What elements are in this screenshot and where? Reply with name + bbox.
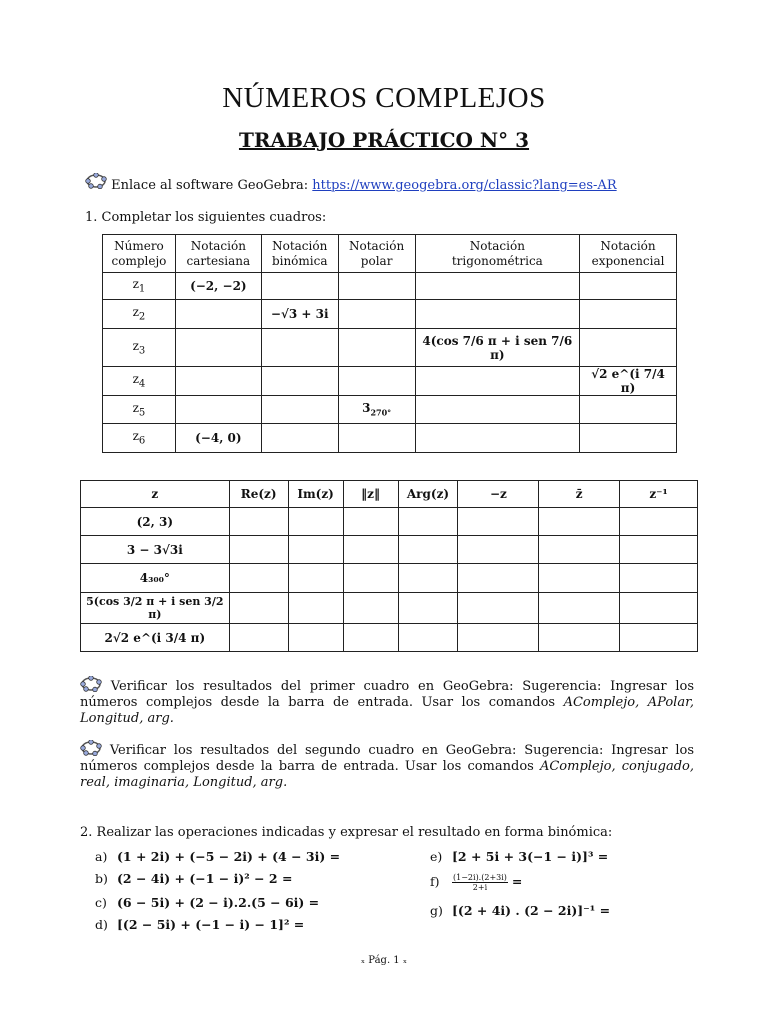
- geogebra-icon: [80, 676, 102, 692]
- table-row: [81, 624, 698, 652]
- operation-item: a) (1 + 2i) + (−5 − 2i) + (4 − 3i) =: [95, 849, 341, 864]
- operation-item: e) [2 + 5i + 3(−1 − i)]³ =: [430, 849, 609, 864]
- answer-cell[interactable]: [288, 593, 343, 624]
- z-value-cell: (2, 3): [81, 508, 230, 536]
- answer-cell[interactable]: [458, 508, 539, 536]
- trig-cell[interactable]: [415, 367, 580, 396]
- properties-table-header: [81, 481, 698, 508]
- table-row: [103, 424, 677, 453]
- verify-1-text: Verificar los resultados del primer cuadro en GeoGebra: Sugerencia: Ingresar los números complejos desde la barra de entrada. Usar los comandos: [80, 679, 694, 710]
- answer-cell[interactable]: [288, 564, 343, 593]
- z-cell: $z_4$: [103, 367, 176, 396]
- notation-table: [102, 234, 677, 453]
- answer-cell[interactable]: [229, 508, 288, 536]
- notation-table-header: [103, 235, 677, 273]
- answer-cell[interactable]: [288, 508, 343, 536]
- cartesiana-cell[interactable]: (−2, −2): [175, 273, 261, 300]
- answer-cell[interactable]: [398, 564, 458, 593]
- table-row: [81, 593, 698, 624]
- binomica-cell[interactable]: [261, 273, 338, 300]
- answer-cell[interactable]: [458, 564, 539, 593]
- answer-cell[interactable]: [539, 564, 620, 593]
- answer-cell[interactable]: [458, 536, 539, 564]
- cartesiana-cell[interactable]: (−4, 0): [175, 424, 261, 453]
- header-exponencial: Notación exponencial: [580, 235, 677, 273]
- answer-cell[interactable]: [343, 508, 398, 536]
- answer-cell[interactable]: [398, 536, 458, 564]
- verify-1-commands: AComplejo, APolar, Longitud, arg.: [80, 695, 694, 726]
- geogebra-link[interactable]: https://www.geogebra.org/classic?lang=es-AR: [312, 178, 617, 193]
- binomica-cell[interactable]: [261, 367, 338, 396]
- verify-2-commands: AComplejo, conjugado, real, imaginaria, Longitud, arg.: [80, 759, 694, 790]
- answer-cell[interactable]: [343, 564, 398, 593]
- operation-item: b) (2 − 4i) + (−1 − i)² − 2 =: [95, 871, 293, 886]
- operations-left: [95, 849, 425, 939]
- table-row: [81, 564, 698, 593]
- link-prefix: Enlace al software GeoGebra:: [111, 178, 313, 193]
- binomica-cell[interactable]: [261, 329, 338, 367]
- polar-cell[interactable]: [338, 273, 415, 300]
- properties-table: [80, 480, 698, 652]
- page-subtitle: TRABAJO PRÁCTICO N° 3: [238, 128, 530, 152]
- exp-expression: √2 e^(i 7/4 π): [591, 367, 665, 395]
- operation-item: c) (6 − 5i) + (2 − i).2.(5 − 6i) =: [95, 895, 320, 910]
- verify-2-text: Verificar los resultados del segundo cuadro en GeoGebra: Sugerencia: Ingresar los números complejos desde la barra de entrada. Usar los comandos: [80, 743, 694, 774]
- answer-cell[interactable]: [458, 624, 539, 652]
- z-value-cell: 3 − 3√3i: [81, 536, 230, 564]
- fraction: $\frac{(1-2i).(2+3i)}{2+i}$: [453, 873, 507, 892]
- header-trigonometrica: Notación trigonométrica: [415, 235, 580, 273]
- cartesiana-cell[interactable]: [175, 367, 261, 396]
- trig-cell[interactable]: [415, 300, 580, 329]
- answer-cell[interactable]: [620, 593, 698, 624]
- operation-item: g) [(2 + 4i) . (2 − 2i)]⁻¹ =: [430, 903, 611, 918]
- z-value-cell: 4₃₀₀°: [81, 564, 230, 593]
- operations-right: [430, 849, 690, 925]
- z-value-cell: 5(cos 3/2 π + i sen 3/2 π): [81, 593, 230, 624]
- answer-cell[interactable]: [620, 624, 698, 652]
- link-line: [85, 173, 617, 193]
- header-cartesiana: Notación cartesiana: [175, 235, 261, 273]
- answer-cell[interactable]: [343, 536, 398, 564]
- answer-cell[interactable]: [229, 536, 288, 564]
- header-z: z: [81, 481, 230, 508]
- header-conjugado: z̄: [539, 481, 620, 508]
- section-2-heading: 2. Realizar las operaciones indicadas y expresar el resultado en forma binómica:: [80, 825, 613, 840]
- verify-paragraph-1: [80, 676, 694, 727]
- page-title: NÚMEROS COMPLEJOS: [222, 82, 546, 114]
- z-value-cell: 2√2 e^(i 3/4 π): [81, 624, 230, 652]
- trig-cell[interactable]: [415, 329, 580, 367]
- header-inverso: z⁻¹: [620, 481, 698, 508]
- operation-item: d) [(2 − 5i) + (−1 − i) − 1]² =: [95, 917, 305, 932]
- answer-cell[interactable]: [620, 508, 698, 536]
- table-row: [103, 367, 677, 396]
- answer-cell[interactable]: [620, 564, 698, 593]
- header-modulo: ‖z‖: [343, 481, 398, 508]
- answer-cell[interactable]: [229, 593, 288, 624]
- exp-cell[interactable]: [580, 367, 677, 396]
- table-row: [103, 300, 677, 329]
- geogebra-icon: [80, 740, 102, 756]
- trig-expression: 4(cos 7/6 π + i sen 7/6 π): [422, 333, 573, 362]
- answer-cell[interactable]: [539, 508, 620, 536]
- verify-paragraph-2: [80, 740, 694, 791]
- section-1-heading: 1. Completar los siguientes cuadros:: [85, 210, 327, 225]
- answer-cell[interactable]: [343, 624, 398, 652]
- z-cell: $z_2$: [103, 300, 176, 329]
- answer-cell[interactable]: [398, 508, 458, 536]
- answer-cell[interactable]: [539, 624, 620, 652]
- answer-cell[interactable]: [620, 536, 698, 564]
- table-row: [81, 508, 698, 536]
- header-arg: Arg(z): [398, 481, 458, 508]
- table-row: [103, 329, 677, 367]
- answer-cell[interactable]: [229, 624, 288, 652]
- cartesiana-cell[interactable]: [175, 396, 261, 424]
- header-numero: Número complejo: [103, 235, 176, 273]
- header-binomica: Notación binómica: [261, 235, 338, 273]
- answer-cell[interactable]: [398, 624, 458, 652]
- exp-cell[interactable]: [580, 300, 677, 329]
- geogebra-icon: [85, 173, 107, 189]
- cartesiana-cell[interactable]: [175, 300, 261, 329]
- answer-cell[interactable]: [288, 536, 343, 564]
- answer-cell[interactable]: [539, 593, 620, 624]
- page-footer: ₓ Pág. 1 ₓ: [360, 955, 408, 966]
- header-polar: Notación polar: [338, 235, 415, 273]
- table-row: [103, 273, 677, 300]
- z-cell: $z_5$: [103, 396, 176, 424]
- exp-cell[interactable]: [580, 424, 677, 453]
- trig-cell[interactable]: [415, 424, 580, 453]
- exp-cell[interactable]: [580, 396, 677, 424]
- header-opuesto: −z: [458, 481, 539, 508]
- polar-cell[interactable]: [338, 329, 415, 367]
- binomica-cell[interactable]: [261, 424, 338, 453]
- polar-cell[interactable]: [338, 367, 415, 396]
- exp-cell[interactable]: [580, 329, 677, 367]
- header-re: Re(z): [229, 481, 288, 508]
- z-cell: $z_3$: [103, 329, 176, 367]
- polar-cell[interactable]: $3_{270^\circ}$: [338, 396, 415, 424]
- z-cell: $z_6$: [103, 424, 176, 453]
- operation-item: f) $\frac{(1-2i).(2+3i)}{2+i}$ =: [430, 873, 523, 892]
- binomica-cell[interactable]: −√3 + 3i: [261, 300, 338, 329]
- polar-cell[interactable]: [338, 300, 415, 329]
- answer-cell[interactable]: [288, 624, 343, 652]
- polar-cell[interactable]: [338, 424, 415, 453]
- answer-cell[interactable]: [458, 593, 539, 624]
- cartesiana-cell[interactable]: [175, 329, 261, 367]
- answer-cell[interactable]: [539, 536, 620, 564]
- trig-cell[interactable]: [415, 396, 580, 424]
- z-cell: $z_1$: [103, 273, 176, 300]
- trig-cell[interactable]: [415, 273, 580, 300]
- table-row: [81, 536, 698, 564]
- table-row: [103, 396, 677, 424]
- binomica-cell[interactable]: [261, 396, 338, 424]
- answer-cell[interactable]: [229, 564, 288, 593]
- exp-cell[interactable]: [580, 273, 677, 300]
- header-im: Im(z): [288, 481, 343, 508]
- answer-cell[interactable]: [398, 593, 458, 624]
- answer-cell[interactable]: [343, 593, 398, 624]
